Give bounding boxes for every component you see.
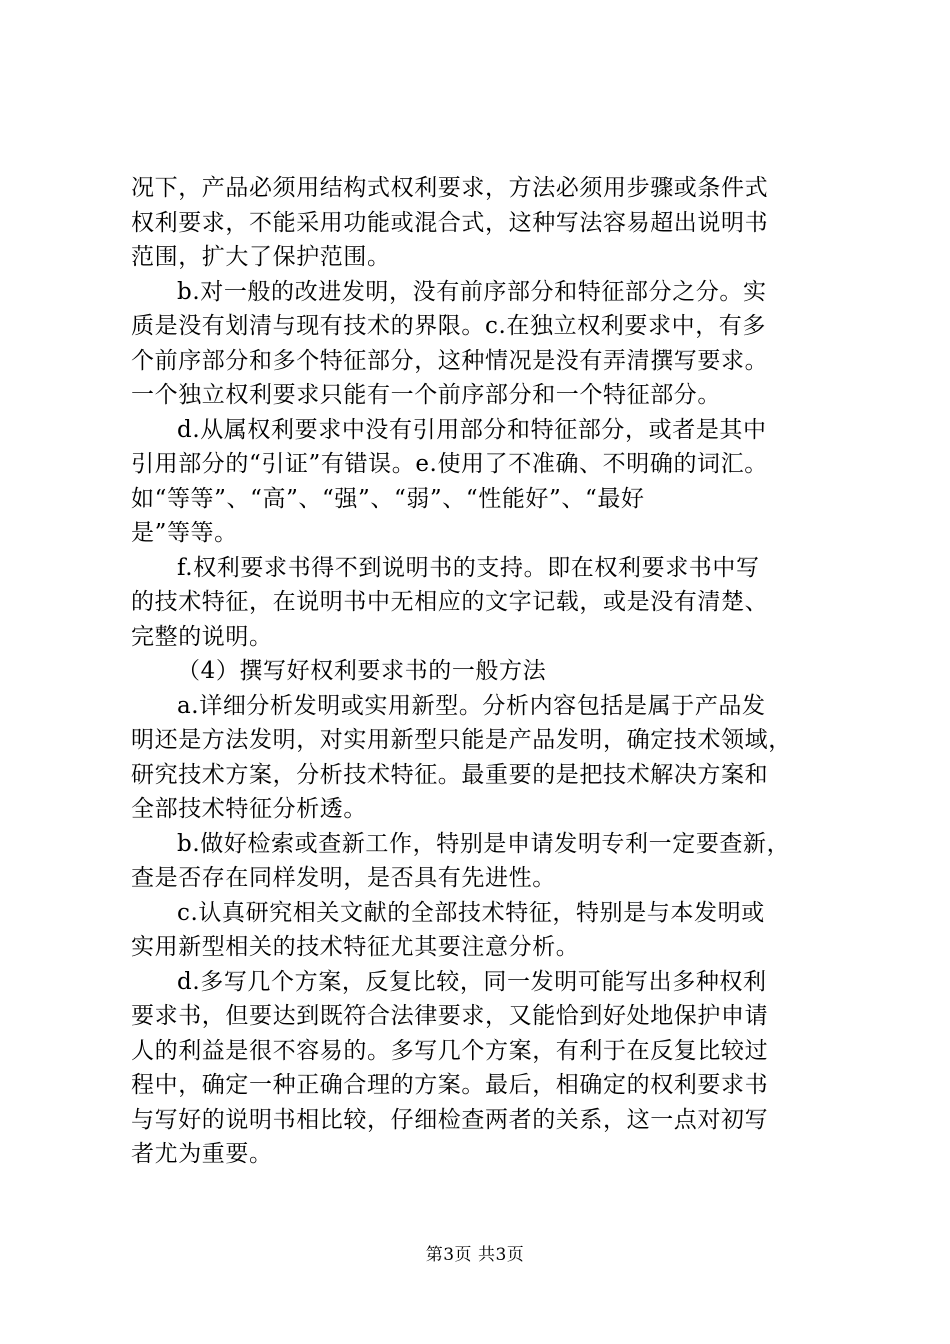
text-line: 查是否存在同样发明，是否具有先进性。 xyxy=(131,865,556,891)
text-line: 的技术特征，在说明书中无相应的文字记载，或是没有清楚、 xyxy=(131,589,769,615)
text-line: 者尤为重要。 xyxy=(131,1141,273,1167)
text-line: 全部技术特征分析透。 xyxy=(131,796,367,822)
text-line: d.多写几个方案，反复比较，同一发明可能写出多种权利 xyxy=(177,968,767,995)
text-line: c.认真研究相关文献的全部技术特征，特别是与本发明或 xyxy=(177,899,765,926)
document-body xyxy=(131,171,831,1172)
text-line: b.做好检索或查新工作，特别是申请发明专利一定要查新， xyxy=(177,830,791,857)
text-line: 况下，产品必须用结构式权利要求，方法必须用步骤或条件式 xyxy=(131,175,769,201)
text-line: 研究技术方案，分析技术特征。最重要的是把技术解决方案和 xyxy=(131,761,769,788)
text-line: 个前序部分和多个特征部分，这种情况是没有弄清撰写要求。 xyxy=(131,347,769,374)
text-line: 人的利益是很不容易的。多写几个方案，有利于在反复比较过 xyxy=(131,1037,769,1064)
text-line: （4）撰写好权利要求书的一般方法 xyxy=(177,658,547,684)
text-line: 实用新型相关的技术特征尤其要注意分析。 xyxy=(131,934,580,960)
text-line: 是”等等。 xyxy=(131,520,238,546)
text-line: b.对一般的改进发明，没有前序部分和特征部分之分。实 xyxy=(177,278,767,305)
text-line: 与写好的说明书相比较，仔细检查两者的关系，这一点对初写 xyxy=(131,1106,769,1133)
page-number-footer: 第3页 共3页 xyxy=(425,1245,525,1265)
text-line: 要求书，但要达到既符合法律要求，又能恰到好处地保护申请 xyxy=(131,1003,769,1029)
text-line: 权利要求，不能采用功能或混合式，这种写法容易超出说明书 xyxy=(131,209,769,236)
text-line: 完整的说明。 xyxy=(131,623,273,650)
text-line: 程中，确定一种正确合理的方案。最后，相确定的权利要求书 xyxy=(131,1072,769,1098)
text-line: 一个独立权利要求只能有一个前序部分和一个特征部分。 xyxy=(131,382,721,408)
text-line: f.权利要求书得不到说明书的支持。即在权利要求书中写 xyxy=(177,554,760,581)
text-line: 引用部分的“引证”有错误。e.使用了不准确、不明确的词汇。 xyxy=(131,451,768,477)
text-line: d.从属权利要求中没有引用部分和特征部分，或者是其中 xyxy=(177,416,767,443)
text-line: 如“等等”、“高”、“强”、“弱”、“性能好”、“最好 xyxy=(131,485,645,512)
text-line: 质是没有划清与现有技术的界限。c.在独立权利要求中，有多 xyxy=(131,313,766,339)
text-line: a.详细分析发明或实用新型。分析内容包括是属于产品发 xyxy=(177,692,766,719)
text-line: 明还是方法发明，对实用新型只能是产品发明，确定技术领域， xyxy=(131,727,792,753)
text-line: 范围，扩大了保护范围。 xyxy=(131,244,391,270)
